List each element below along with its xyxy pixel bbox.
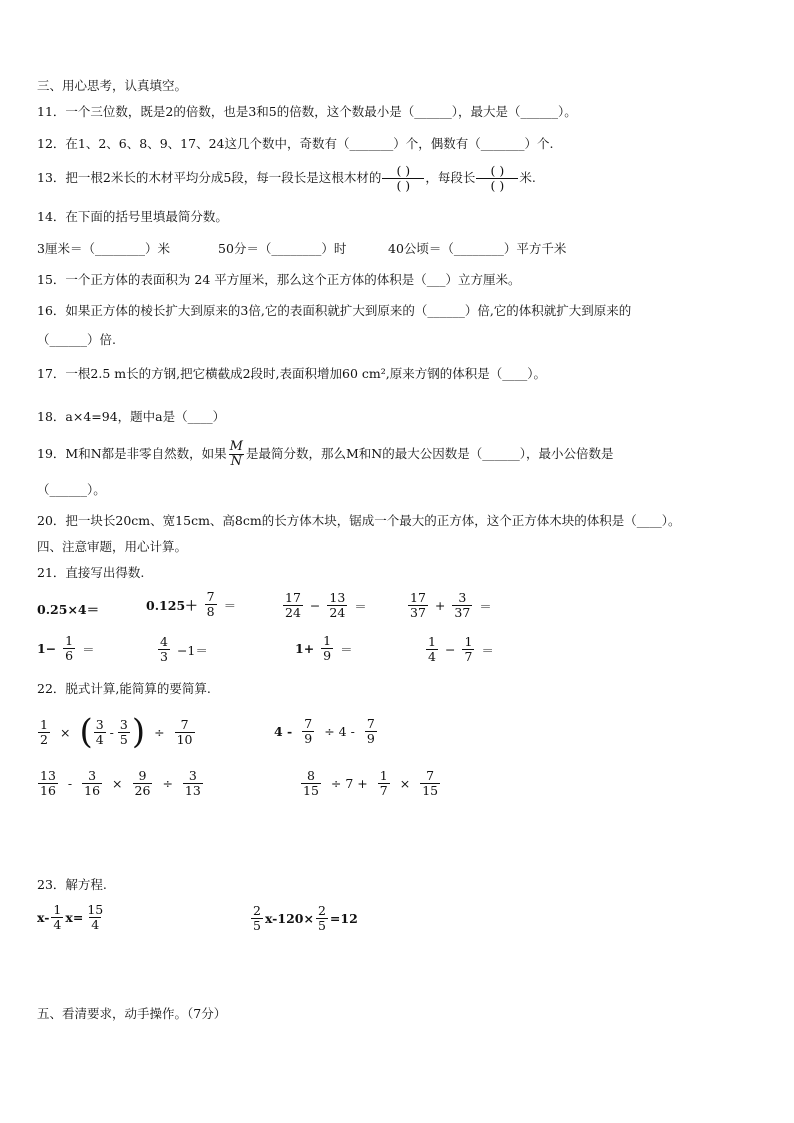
q21-r2d: $\frac{1}{4}$ − $\frac{1}{7}$ ＝ [428, 634, 494, 664]
q14-item-b: 50分＝（________）时 [218, 241, 347, 256]
question-12: 12．在1、2、6、8、9、17、24这几个数中，奇数有（_______）个，偶数有（_______）个. [37, 136, 554, 151]
question-22: 22．脱式计算,能简算的要简算. [37, 681, 211, 696]
question-19: 19．M和N都是非零自然数，如果 $\frac{M}{N}$ 是最简分数，那么M和N的最大公因数是（______），最小公倍数是 [37, 439, 614, 469]
question-23: 23．解方程. [37, 877, 107, 892]
q22-expr-2: 4 - $\frac{7}{9}$ ÷ 4 - $\frac{7}{9}$ [274, 716, 375, 746]
question-21: 21．直接写出得数. [37, 565, 145, 580]
q21-r1b: 0.125＋ $\frac{7}{8}$ ＝ [146, 589, 237, 619]
section3-title: 三、用心思考，认真填空。 [37, 78, 188, 93]
q23-equation-2: $\frac{2}{5}$ x-120× $\frac{2}{5}$ =12 [253, 903, 358, 933]
q13-fraction-blank-1: $\frac{( )}{( )}$ [382, 164, 424, 193]
question-15: 15．一个正方体的表面积为 24 平方厘米，那么这个正方体的体积是（___）立方厘米。 [37, 272, 521, 287]
q14-item-a: 3厘米＝（________）米 [37, 241, 170, 256]
q13-suffix: 米. [519, 170, 536, 185]
q13-prefix: 13．把一根2米长的木材平均分成5段，每一段长是这根木材的 [37, 170, 382, 185]
q21-r2a: 1− $\frac{1}{6}$ ＝ [37, 633, 95, 663]
q19-fraction: $\frac{M}{N}$ [229, 439, 243, 469]
question-16-line1: 16．如果正方体的棱长扩大到原来的3倍,它的表面积就扩大到原来的（______）倍,它的体积就扩大到原来的 [37, 303, 632, 318]
q22-expr-4: $\frac{8}{15}$ ÷ 7 + $\frac{1}{7}$ × $\frac{7}{15}$ [303, 768, 439, 798]
q21-r1a: 0.25×4＝ [37, 602, 100, 617]
question-18: 18．a×4=94，题中a是（____） [37, 409, 226, 424]
question-16-line2: （______）倍. [37, 332, 116, 347]
section5-title: 五、看清要求，动手操作。（7分） [37, 1006, 227, 1021]
q21-r1d: $\frac{17}{37}$ + $\frac{3}{37}$ ＝ [410, 590, 492, 620]
q22-expr-1: $\frac{1}{2}$ × ( $\frac{3}{4}$ - $\frac{3}{5}$ ) ÷ $\frac{7}{10}$ [40, 712, 193, 752]
q22-expr-3: $\frac{13}{16}$ - $\frac{3}{16}$ × $\frac{9}{26}$ ÷ $\frac{3}{13}$ [40, 768, 201, 798]
question-19-line2: （______）。 [37, 482, 106, 497]
question-11: 11．一个三位数，既是2的倍数，也是3和5的倍数，这个数最小是（______），最大是（______）。 [37, 104, 577, 119]
question-20: 20．把一块长20cm、宽15cm、高8cm的长方体木块，锯成一个最大的正方体，这个正方体木块的体积是（____）。 [37, 513, 681, 528]
q13-middle: ，每段长 [425, 170, 476, 185]
q13-fraction-blank-2: $\frac{( )}{( )}$ [476, 164, 518, 193]
q21-r2c: 1+ $\frac{1}{9}$ ＝ [295, 633, 353, 663]
question-17: 17．一根2.5 m长的方钢,把它横截成2段时,表面积增加60 cm²,原来方钢的体积是（____）。 [37, 366, 546, 381]
question-14: 14．在下面的括号里填最简分数。 [37, 209, 228, 224]
question-13 [37, 164, 536, 193]
section4-title: 四、注意审题，用心计算。 [37, 539, 188, 554]
q14-item-c: 40公顷＝（________）平方千米 [388, 241, 567, 256]
q23-equation-1: x- $\frac{1}{4}$ x= $\frac{15}{4}$ [37, 902, 104, 932]
q21-r1c: $\frac{17}{24}$ − $\frac{13}{24}$ ＝ [285, 590, 367, 620]
q21-r2b: $\frac{4}{3}$ −1＝ [160, 634, 208, 664]
